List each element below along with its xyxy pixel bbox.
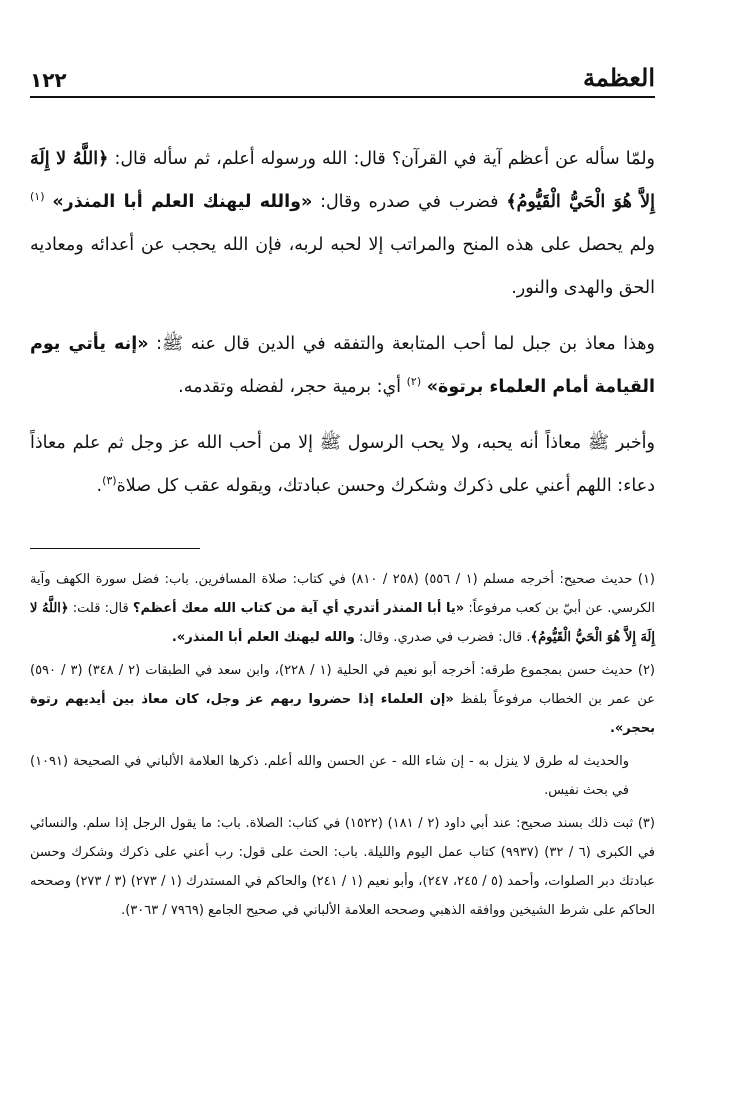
footnote-3: [30, 809, 655, 925]
footnote-3-text: (٣) ثبت ذلك بسند صحيح: عند أبي داود (٢ / ١٨١) (١٥٢٢) في كتاب: الصلاة. باب: ما يقول الرجل إذا سلم. والنسائي في الكبرى (٦ / ٣٢) (٩٩٣٧) كتاب عمل اليوم والليلة. باب: الحث على قول: رب أعني على ذكرك وشكرك وحسن عبادتك دبر الصلوات، وأحمد (٥ / ٢٤٥، ٢٤٧)، وأبو نعيم (١ / ٢٤١) والحاكم في المستدرك (١ / ٢٧٣) (٣ / ٢٧٣) وصححه الحاكم على شرط الشيخين ووافقه الذهبي وصححه العلامة الألباني في صحيح الجامع (٧٩٦٩ / ٣٠٦٣).: [30, 816, 655, 918]
paragraph-1-text-a: ولمّا سأله عن أعظم آية في القرآن؟ قال: الله ورسوله أعلم، ثم سأله قال:: [108, 149, 655, 169]
paragraph-1-text-c: ولم يحصل على هذه المنح والمراتب إلا لحبه لربه، فإن الله يحجب عن أعدائه ومعاديه الحق والهدى والنور.: [30, 235, 655, 298]
footnote-2-text-a: (٢) حديث حسن بمجموع طرقه: أخرجه أبو نعيم في الحلية (١ / ٢٢٨)، وابن سعد في الطبقات (٢ / ٣٤٨) (٣ / ٥٩٠) عن عمر بن الخطاب مرفوعاً بلفظ: [30, 663, 655, 707]
footnote-ref-2: (٢): [406, 375, 422, 389]
footnote-ref-3: (٣): [102, 474, 117, 488]
footnote-ref-1: (١): [30, 190, 45, 204]
footnote-1-text-c: . قال: فضرب في صدري. وقال:: [354, 630, 531, 645]
main-text: [30, 138, 655, 508]
footnote-2: [30, 656, 655, 743]
footnote-1-hadith: «يا أبا المنذر أتدري أي آية من كتاب الله معك أعظم؟: [132, 601, 465, 616]
hadith-quote: «إنه يأتي يوم القيامة أمام العلماء برتوة»: [30, 334, 655, 397]
footnote-divider-wrap: [30, 548, 655, 549]
footnote-1-text-b: قال: قلت:: [68, 601, 133, 616]
footnote-1-hadith-end: والله ليهنك العلم أبا المنذر».: [171, 630, 355, 645]
footnote-1: [30, 565, 655, 652]
chapter-title: العظمة: [583, 63, 655, 92]
paragraph-1-text-b: فضرب في صدره وقال:: [312, 192, 507, 212]
paragraph-2: [30, 323, 655, 409]
footnote-1-quran-verse: ﴿اللَّهُ لا إِلَهَ إِلاَّ هُوَ الْحَيُّ الْقَيُّومُ﴾: [30, 601, 655, 645]
footnote-2-text-b: والحديث له طرق لا ينزل به - إن شاء الله - عن الحسن والله أعلم. ذكرها العلامة الألباني في الصحيحة (١٠٩١) في بحث نفيس.: [30, 754, 629, 798]
footnote-2-continuation: [30, 747, 655, 805]
paragraph-1: [30, 138, 655, 310]
footnote-2-hadith: «إن العلماء إذا حضروا ربهم عز وجل، كان معاذ بين أيديهم رتوة بحجر».: [30, 692, 655, 736]
quran-verse: ﴿اللَّهُ لا إِلَهَ إِلاَّ هُوَ الْحَيُّ الْقَيُّومُ﴾: [30, 149, 655, 212]
footnote-divider: [30, 548, 200, 549]
paragraph-3: [30, 422, 655, 508]
hadith-quote: «والله ليهنك العلم أبا المنذر»: [52, 192, 313, 212]
book-page: [30, 62, 655, 929]
paragraph-3-text-b: .: [96, 476, 103, 496]
footnote-1-text-a: (١) حديث صحيح: أخرجه مسلم (١ / ٥٥٦) (٢٥٨ / ٨١٠) في كتاب: صلاة المسافرين. باب: فضل سورة الكهف وآية الكرسي. عن أبيّ بن كعب مرفوعاً:: [30, 572, 655, 616]
paragraph-3-text-a: وأخبر ﷺ معاذاً أنه يحبه، ولا يحب الرسول ﷺ إلا من أحب الله عز وجل ثم علم معاذاً دعاء: اللهم أعني على ذكرك وشكرك وحسن عبادتك، ويقوله عقب كل صلاة: [30, 433, 655, 496]
page-number: ١٢٢: [30, 68, 67, 92]
paragraph-2-text-a: وهذا معاذ بن جبل لما أحب المتابعة والتفقه في الدين قال عنه ﷺ:: [148, 334, 655, 354]
page-header: [30, 62, 655, 98]
footnotes: [30, 565, 655, 925]
paragraph-2-text-b: أي: برمية حجر، لفضله وتقدمه.: [178, 377, 407, 397]
